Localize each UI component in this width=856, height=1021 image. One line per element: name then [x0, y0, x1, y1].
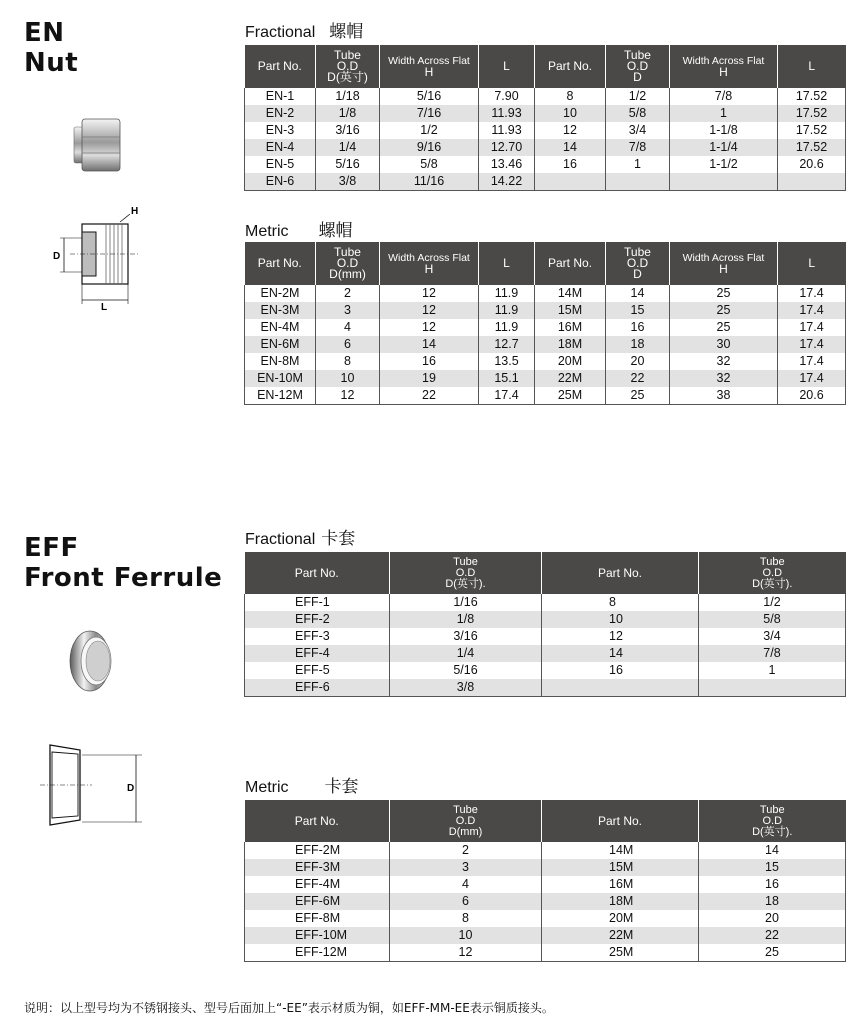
table-row	[245, 876, 846, 893]
table-cell: EFF-3	[245, 628, 390, 645]
en-section-title	[24, 18, 78, 78]
table-cell: 16M	[542, 876, 699, 893]
eff-fractional-caption-text: Fractional	[245, 531, 316, 548]
table-cell: 14	[380, 336, 479, 353]
table-cell: 12	[380, 285, 479, 302]
table-cell: EN-2	[245, 105, 316, 122]
table-cell: 1/4	[390, 645, 542, 662]
en-fractional-body	[245, 88, 846, 191]
ferrule-photo-icon	[66, 628, 118, 694]
table-cell: 1/2	[699, 594, 846, 611]
table-cell: EFF-6M	[245, 893, 390, 910]
col-l-2: L	[778, 242, 846, 285]
table-row	[245, 105, 846, 122]
table-row	[245, 319, 846, 336]
table-cell: 7.90	[479, 88, 535, 105]
table-cell: 1	[670, 105, 778, 122]
table-cell: EN-8M	[245, 353, 316, 370]
table-cell: 5/16	[390, 662, 542, 679]
table-cell: EN-2M	[245, 285, 316, 302]
table-cell	[542, 679, 699, 697]
table-cell: 5/8	[606, 105, 670, 122]
table-cell: 3/8	[316, 173, 380, 191]
table-row	[245, 173, 846, 191]
table-cell: 22	[380, 387, 479, 405]
eff-fractional-caption-cn: 卡套	[321, 529, 356, 549]
table-cell: 15.1	[479, 370, 535, 387]
eff-metric-table	[244, 800, 846, 962]
col-width-across-flat-2: Width Across Flat H	[670, 242, 778, 285]
table-row	[245, 139, 846, 156]
table-cell: 25	[606, 387, 670, 405]
ferrule-drawing-d-label: D	[127, 783, 135, 794]
eff-metric-caption-cn: 卡套	[324, 777, 359, 797]
col-part-no-2: Part No.	[542, 800, 699, 842]
eff-metric-body	[245, 842, 846, 962]
table-cell: 7/8	[699, 645, 846, 662]
table-cell: 17.52	[778, 88, 846, 105]
table-cell: 20.6	[778, 156, 846, 173]
table-header-row	[245, 45, 846, 88]
table-row	[245, 387, 846, 405]
table-cell: 4	[316, 319, 380, 336]
table-cell: EFF-5	[245, 662, 390, 679]
table-row	[245, 910, 846, 927]
table-cell: 1-1/2	[670, 156, 778, 173]
table-cell: 15M	[535, 302, 606, 319]
table-cell: 17.52	[778, 105, 846, 122]
table-cell: 16M	[535, 319, 606, 336]
table-cell: 3	[316, 302, 380, 319]
table-cell: 8	[316, 353, 380, 370]
table-cell: EN-5	[245, 156, 316, 173]
table-cell: EFF-8M	[245, 910, 390, 927]
table-cell: 5/8	[380, 156, 479, 173]
table-row	[245, 353, 846, 370]
table-cell	[535, 173, 606, 191]
table-cell: EN-10M	[245, 370, 316, 387]
nut-drawing-l-label: L	[101, 302, 108, 312]
table-cell: 25	[699, 944, 846, 962]
table-row	[245, 302, 846, 319]
table-row	[245, 336, 846, 353]
table-cell: 8	[535, 88, 606, 105]
en-fractional-caption-cn: 螺帽	[329, 22, 364, 42]
table-cell: 11.9	[479, 285, 535, 302]
nut-photo-icon	[72, 115, 124, 175]
col-tube-od-2: Tube O.D D(英寸).	[699, 800, 846, 842]
table-cell: 7/16	[380, 105, 479, 122]
table-cell: 16	[699, 876, 846, 893]
col-tube-od: Tube O.D D(mm)	[316, 242, 380, 285]
table-cell: 14M	[542, 842, 699, 859]
col-width-across-flat: Width Across Flat H	[380, 242, 479, 285]
table-cell: 25	[670, 302, 778, 319]
table-cell: 1/8	[316, 105, 380, 122]
table-row	[245, 628, 846, 645]
table-cell: 17.52	[778, 122, 846, 139]
table-row	[245, 594, 846, 611]
table-cell: 5/8	[699, 611, 846, 628]
table-cell: 4	[390, 876, 542, 893]
table-cell: 20M	[535, 353, 606, 370]
nut-drawing-h-label: H	[131, 206, 139, 217]
table-cell	[606, 173, 670, 191]
table-row	[245, 944, 846, 962]
table-cell: 32	[670, 353, 778, 370]
table-cell: EFF-6	[245, 679, 390, 697]
table-row	[245, 285, 846, 302]
eff-title-code: EFF	[24, 533, 79, 563]
table-cell: 38	[670, 387, 778, 405]
table-cell: 17.4	[479, 387, 535, 405]
col-tube-od-2: Tube O.D D(英寸).	[699, 552, 846, 594]
table-cell: 6	[316, 336, 380, 353]
table-cell: 20M	[542, 910, 699, 927]
table-row	[245, 122, 846, 139]
table-cell: 25M	[535, 387, 606, 405]
table-cell: 1/2	[380, 122, 479, 139]
table-cell: 3	[390, 859, 542, 876]
col-part-no-2: Part No.	[535, 242, 606, 285]
nut-drawing-icon	[50, 202, 150, 312]
table-cell: 3/4	[699, 628, 846, 645]
table-cell: 1/8	[390, 611, 542, 628]
table-cell: 1/4	[316, 139, 380, 156]
table-cell: EN-6	[245, 173, 316, 191]
col-part-no: Part No.	[245, 800, 390, 842]
table-row	[245, 611, 846, 628]
en-metric-caption-cn: 螺帽	[318, 221, 353, 241]
table-cell: 18	[699, 893, 846, 910]
table-cell: EN-3	[245, 122, 316, 139]
table-cell: 25	[670, 319, 778, 336]
table-cell: 17.4	[778, 302, 846, 319]
en-metric-caption	[245, 221, 353, 242]
table-cell: 17.4	[778, 353, 846, 370]
table-cell: 2	[316, 285, 380, 302]
table-cell: 18M	[535, 336, 606, 353]
col-part-no: Part No.	[245, 45, 316, 88]
eff-metric-caption	[245, 777, 359, 798]
table-cell: 12	[380, 302, 479, 319]
table-cell: 12	[316, 387, 380, 405]
table-cell	[778, 173, 846, 191]
en-metric-table	[244, 242, 846, 405]
table-cell: 16	[380, 353, 479, 370]
table-cell: 17.4	[778, 370, 846, 387]
table-cell: 11.9	[479, 319, 535, 336]
nut-drawing-d-label: D	[53, 251, 61, 262]
table-cell: 1/2	[606, 88, 670, 105]
table-cell: 1/16	[390, 594, 542, 611]
table-cell: 13.5	[479, 353, 535, 370]
table-cell: 17.4	[778, 336, 846, 353]
table-cell	[670, 173, 778, 191]
table-cell: 3/4	[606, 122, 670, 139]
table-header-row	[245, 800, 846, 842]
table-cell: 18M	[542, 893, 699, 910]
eff-metric-caption-text: Metric	[245, 779, 289, 796]
col-tube-od-2: Tube O.D D	[606, 45, 670, 88]
table-row	[245, 842, 846, 859]
table-row	[245, 370, 846, 387]
eff-fractional-caption	[245, 529, 355, 550]
table-cell: 5/16	[380, 88, 479, 105]
table-cell: 22M	[542, 927, 699, 944]
table-cell: 3/8	[390, 679, 542, 697]
col-tube-od: Tube O.D D(英寸).	[390, 552, 542, 594]
table-cell: 12	[390, 944, 542, 962]
col-tube-od-2: Tube O.D D	[606, 242, 670, 285]
table-cell: 16	[606, 319, 670, 336]
table-cell: 10	[535, 105, 606, 122]
table-cell: 20	[606, 353, 670, 370]
table-cell: EN-3M	[245, 302, 316, 319]
table-cell: 10	[542, 611, 699, 628]
table-cell: 11/16	[380, 173, 479, 191]
table-cell: 1	[606, 156, 670, 173]
table-cell: 8	[390, 910, 542, 927]
table-cell: 14	[542, 645, 699, 662]
table-cell: EFF-4	[245, 645, 390, 662]
col-part-no: Part No.	[245, 552, 390, 594]
table-cell: 13.46	[479, 156, 535, 173]
table-cell: 10	[316, 370, 380, 387]
col-tube-od: Tube O.D D(英寸)	[316, 45, 380, 88]
col-l: L	[479, 45, 535, 88]
table-cell: 3/16	[316, 122, 380, 139]
table-header-row	[245, 552, 846, 594]
col-width-across-flat-2: Width Across Flat H	[670, 45, 778, 88]
table-cell: 14.22	[479, 173, 535, 191]
table-cell: 14M	[535, 285, 606, 302]
table-cell: 17.52	[778, 139, 846, 156]
table-cell: 22M	[535, 370, 606, 387]
table-cell: EFF-3M	[245, 859, 390, 876]
table-cell: 15	[699, 859, 846, 876]
table-cell: EN-12M	[245, 387, 316, 405]
table-cell: EN-6M	[245, 336, 316, 353]
en-title-code: EN	[24, 18, 65, 48]
table-cell: EN-4M	[245, 319, 316, 336]
table-cell: 32	[670, 370, 778, 387]
en-title-name: Nut	[24, 48, 79, 78]
col-part-no: Part No.	[245, 242, 316, 285]
col-tube-od: Tube O.D D(mm)	[390, 800, 542, 842]
table-cell: 7/8	[670, 88, 778, 105]
table-cell: EFF-2	[245, 611, 390, 628]
table-cell: EN-1	[245, 88, 316, 105]
table-cell: 17.4	[778, 285, 846, 302]
table-cell: 12	[535, 122, 606, 139]
table-cell: EFF-12M	[245, 944, 390, 962]
eff-fractional-table	[244, 552, 846, 697]
table-row	[245, 645, 846, 662]
table-row	[245, 156, 846, 173]
eff-section-title	[24, 533, 222, 593]
table-cell: 15	[606, 302, 670, 319]
col-part-no-2: Part No.	[542, 552, 699, 594]
col-part-no-2: Part No.	[535, 45, 606, 88]
table-cell: 22	[699, 927, 846, 944]
table-cell: 11.9	[479, 302, 535, 319]
table-cell: 30	[670, 336, 778, 353]
table-row	[245, 893, 846, 910]
table-cell: 12.70	[479, 139, 535, 156]
footnote: 说明：以上型号均为不锈钢接头、型号后面加上“-EE”表示材质为铜，如EFF-MM-EE表示铜质接头。	[24, 1001, 554, 1015]
eff-title-name: Front Ferrule	[24, 563, 223, 593]
table-cell: 14	[606, 285, 670, 302]
table-cell: 22	[606, 370, 670, 387]
en-metric-caption-text: Metric	[245, 223, 289, 240]
table-cell: 20	[699, 910, 846, 927]
table-row	[245, 927, 846, 944]
table-cell: 5/16	[316, 156, 380, 173]
table-cell: 25M	[542, 944, 699, 962]
table-cell: 6	[390, 893, 542, 910]
table-cell: 12	[380, 319, 479, 336]
en-fractional-caption	[245, 22, 363, 43]
col-l: L	[479, 242, 535, 285]
table-row	[245, 859, 846, 876]
table-cell: 16	[542, 662, 699, 679]
table-cell: 3/16	[390, 628, 542, 645]
table-cell: 11.93	[479, 105, 535, 122]
table-cell: 20.6	[778, 387, 846, 405]
table-cell: 14	[699, 842, 846, 859]
en-fractional-table	[244, 45, 846, 191]
en-fractional-caption-text: Fractional	[245, 24, 316, 41]
table-cell: EFF-1	[245, 594, 390, 611]
table-cell: 10	[390, 927, 542, 944]
table-cell: EN-4	[245, 139, 316, 156]
table-cell: 18	[606, 336, 670, 353]
table-cell: 1-1/4	[670, 139, 778, 156]
table-cell: 12	[542, 628, 699, 645]
table-cell: 15M	[542, 859, 699, 876]
table-cell: 17.4	[778, 319, 846, 336]
table-cell: 1-1/8	[670, 122, 778, 139]
table-header-row	[245, 242, 846, 285]
table-cell: 16	[535, 156, 606, 173]
table-row	[245, 88, 846, 105]
table-cell: EFF-10M	[245, 927, 390, 944]
table-cell: EFF-4M	[245, 876, 390, 893]
table-cell: 14	[535, 139, 606, 156]
table-cell: 12.7	[479, 336, 535, 353]
table-cell: 7/8	[606, 139, 670, 156]
table-cell: EFF-2M	[245, 842, 390, 859]
col-l-2: L	[778, 45, 846, 88]
eff-fractional-body	[245, 594, 846, 697]
table-row	[245, 662, 846, 679]
table-cell: 1/18	[316, 88, 380, 105]
table-cell: 1	[699, 662, 846, 679]
table-cell: 19	[380, 370, 479, 387]
col-width-across-flat: Width Across Flat H	[380, 45, 479, 88]
table-cell: 2	[390, 842, 542, 859]
en-metric-body	[245, 285, 846, 405]
table-row	[245, 679, 846, 697]
table-cell: 9/16	[380, 139, 479, 156]
table-cell: 8	[542, 594, 699, 611]
table-cell: 11.93	[479, 122, 535, 139]
ferrule-drawing-icon	[30, 740, 155, 830]
table-cell: 25	[670, 285, 778, 302]
table-cell	[699, 679, 846, 697]
